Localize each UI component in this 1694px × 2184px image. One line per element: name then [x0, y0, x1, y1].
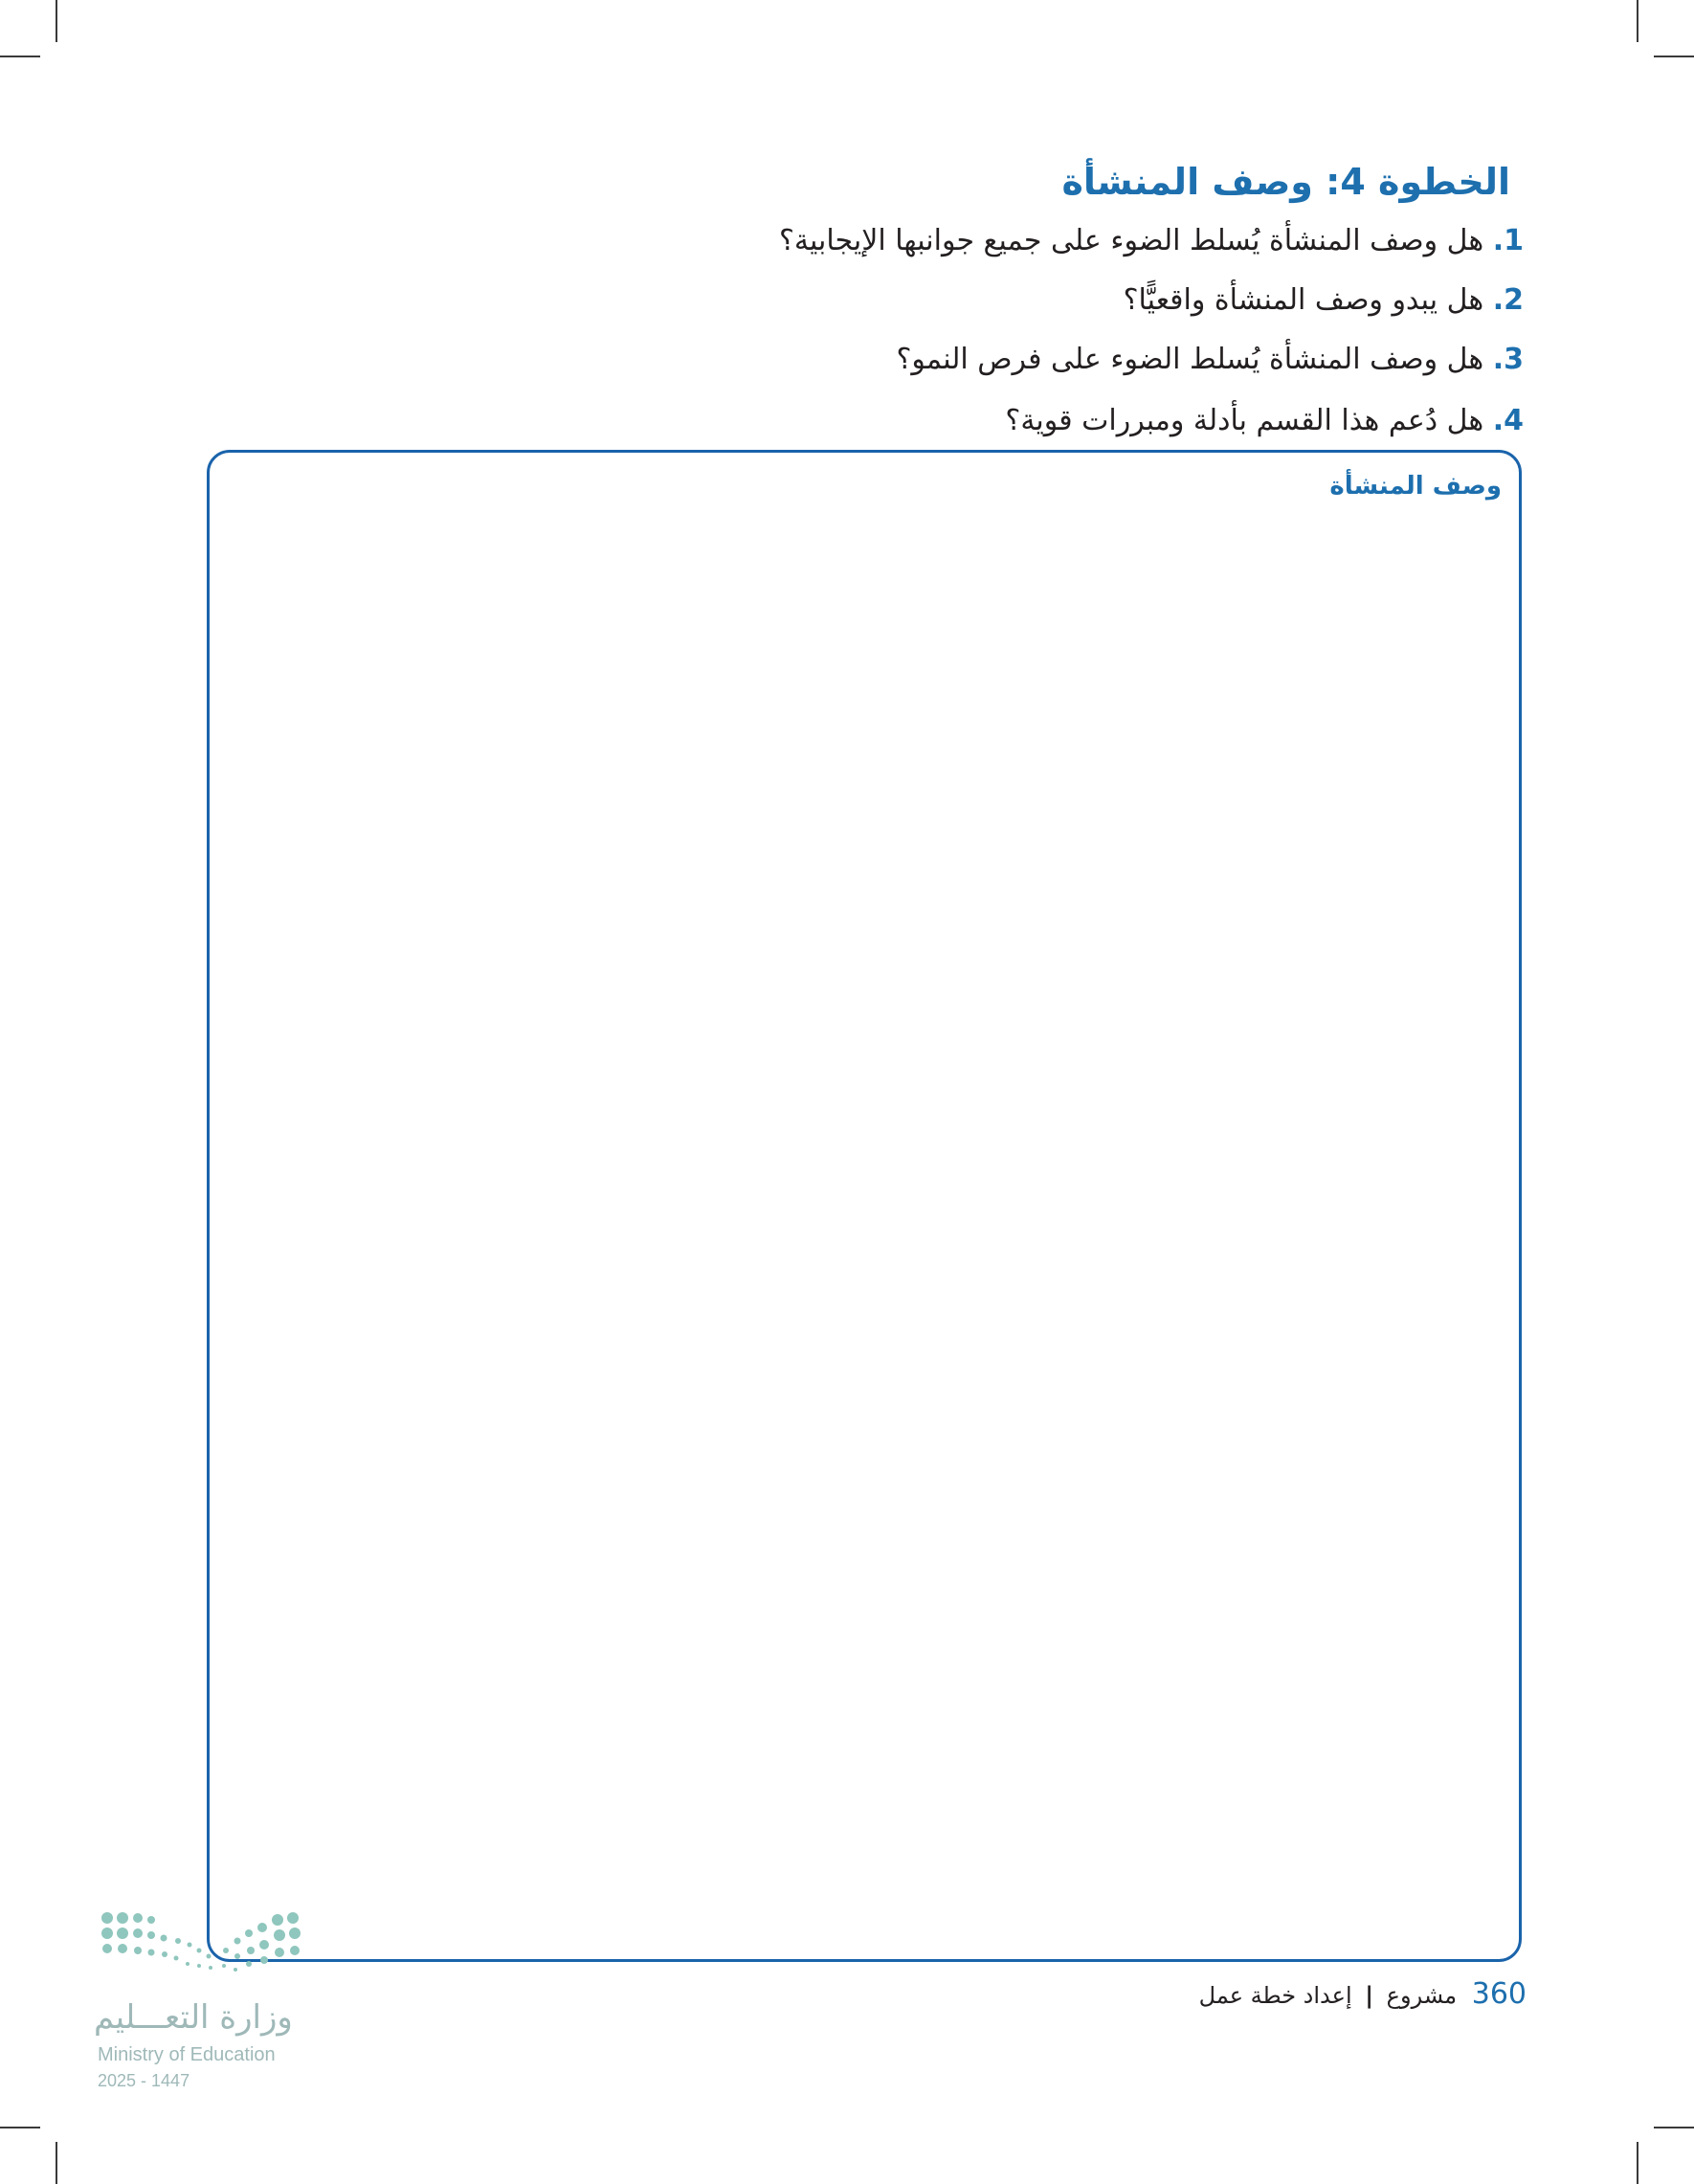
question-item: [779, 339, 1524, 398]
question-text: هل دُعم هذا القسم بأدلة ومبررات قوية؟: [1005, 404, 1484, 437]
question-text: هل وصف المنشأة يُسلط الضوء على جميع جوانبها الإيجابية؟: [779, 224, 1484, 257]
question-number: 3.: [1492, 343, 1524, 376]
crop-mark: [56, 0, 57, 42]
crop-mark: [56, 2142, 57, 2184]
footer-separator: |: [1365, 1982, 1374, 2009]
crop-mark: [0, 2127, 40, 2128]
crop-mark: [1654, 2127, 1694, 2128]
question-text: هل يبدو وصف المنشأة واقعيًّا؟: [1123, 283, 1484, 317]
step-heading: الخطوة 4: وصف المنشأة: [1061, 161, 1510, 203]
ministry-english-name: Ministry of Education: [98, 2044, 276, 2065]
question-number: 2.: [1492, 283, 1524, 317]
question-number: 4.: [1492, 404, 1524, 437]
answer-box-title: وصف المنشأة: [1329, 472, 1502, 501]
footer-section: مشروع: [1386, 1982, 1458, 2009]
crop-mark: [1654, 56, 1694, 57]
ministry-year: 2025 - 1447: [98, 2071, 190, 2090]
page-footer: [1199, 1977, 1527, 2011]
question-item: [779, 279, 1524, 339]
crop-mark: [1637, 2142, 1638, 2184]
question-text: هل وصف المنشأة يُسلط الضوء على فرص النمو؟: [896, 343, 1484, 376]
crop-mark: [1637, 0, 1638, 42]
question-item: [779, 220, 1524, 279]
crop-mark: [0, 56, 40, 57]
footer-topic: إعداد خطة عمل: [1198, 1982, 1352, 2009]
answer-box[interactable]: [207, 450, 1522, 1962]
question-number: 1.: [1492, 224, 1524, 257]
question-list: [779, 220, 1524, 459]
page-number: 360: [1471, 1977, 1527, 2011]
ministry-arabic-name: وزارة التعـــليم: [94, 1998, 293, 2037]
